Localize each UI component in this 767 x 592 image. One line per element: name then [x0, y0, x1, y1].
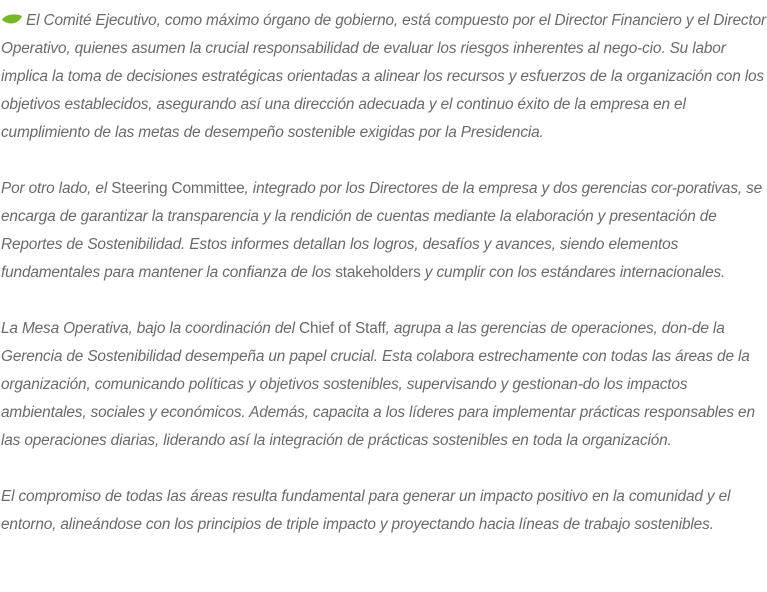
paragraph-2-text-e: y cumplir con los estándares internacionales.: [420, 264, 726, 281]
paragraph-2-text-c: , integrado por los Directores de la empresa y dos gerencias cor-porativas, se encarga de garantizar la transparencia y la rendición de cuentas mediante la elaboración y presentación de Reportes de Sostenibilidad. Estos informes detallan los logros, desafíos y avances, siendo elementos fundamentales para mantener la confianza de los: [1, 180, 763, 281]
paragraph-mesa-operativa: [1, 315, 767, 455]
paragraph-3-text-c: , agrupa a las gerencias de operaciones, don-de la Gerencia de Sostenibilidad desempeña un papel crucial. Esta colabora estrechamente con todas las áreas de la organización, comunicando políticas y objetivos sostenibles, supervisando y gestionan-do los impactos ambientales, sociales y económicos. Además, capacita a los líderes para implementar prácticas responsables en las operaciones diarias, liderando así la integración de prácticas sostenibles en toda la organización.: [1, 320, 755, 449]
chief-of-staff-term: Chief of Staff: [298, 320, 386, 337]
green-leaf-icon: [1, 13, 23, 27]
paragraph-comite-ejecutivo: [1, 7, 767, 147]
paragraph-4-text: El compromiso de todas las áreas resulta fundamental para generar un impacto positivo en la comunidad y el entorno, alineándose con los principios de triple impacto y proyectando hacia líneas de trabajo sostenibles.: [1, 488, 731, 533]
stakeholders-term: stakeholders: [335, 264, 421, 281]
paragraph-2-text-a: Por otro lado, el: [1, 180, 112, 197]
document-body: [1, 7, 767, 539]
steering-committee-term: Steering Committee: [111, 180, 245, 197]
paragraph-compromiso: [1, 483, 767, 539]
paragraph-1-text: El Comité Ejecutivo, como máximo órgano de gobierno, está compuesto por el Director Financiero y el Director Operativo, quienes asumen la crucial responsabilidad de evaluar los riesgos inherentes al nego-cio. Su labor implica la toma de decisiones estratégicas orientadas a alinear los recursos y esfuerzos de la organización con los objetivos establecidos, asegurando así una dirección adecuada y el continuo éxito de la empresa en el cumplimiento de las metas de desempeño sostenible exigidas por la Presidencia.: [1, 12, 766, 141]
paragraph-3-text-a: La Mesa Operativa, bajo la coordinación del: [1, 320, 299, 337]
paragraph-steering-committee: [1, 175, 767, 287]
